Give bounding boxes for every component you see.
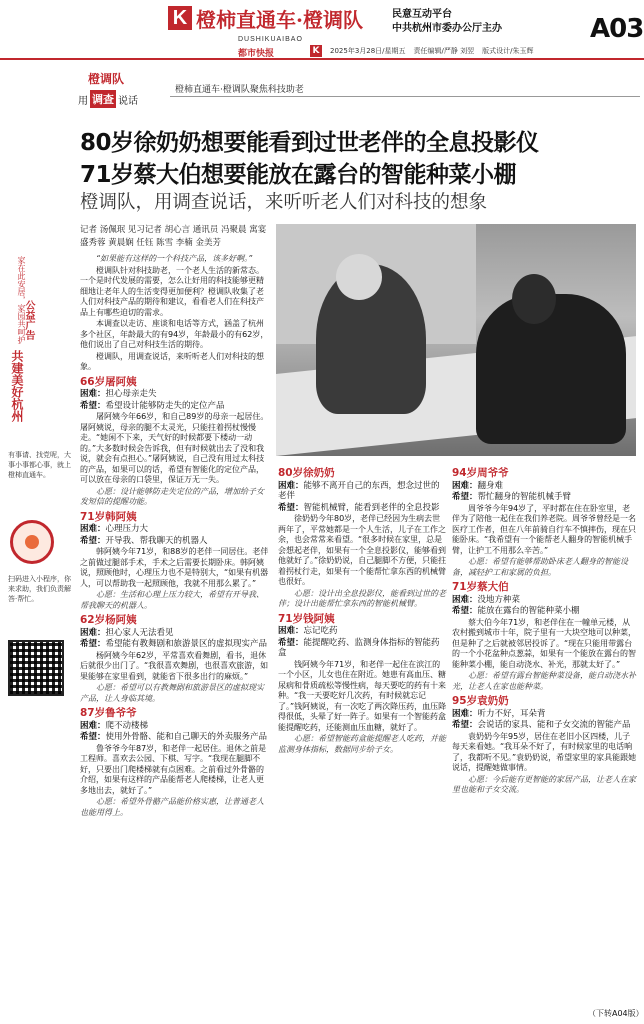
sidebar-ad-3: 共建美好杭州 <box>10 350 24 422</box>
story-note: 心愿：希望外骨骼产品能价格实惠，让普通老人也能用得上。 <box>80 797 264 817</box>
story-hope: 希望：帮忙翻身的智能机械手臂 <box>452 492 572 502</box>
sidebar-qr-text: 扫码进入小程序，你来求助，我们负责解答·帮忙。 <box>8 575 71 603</box>
intro-para: 橙调队，用调查说话，来听听老人们对科技的想象。 <box>80 351 264 371</box>
story-note: 心愿：今后能有更智能的家居产品，让老人在家里也能和子女交流。 <box>452 774 636 794</box>
story-note: 心愿：希望有能够帮助卧床老人翻身的智能设备，减轻护工和家属的负担。 <box>452 557 628 577</box>
story-head: 71岁蔡大伯 <box>452 581 509 593</box>
story-need: 困难：担心家人无法看见 <box>80 627 174 638</box>
section-tagline: 橙柿直通车·橙调队聚焦科技助老 <box>175 85 304 95</box>
slogan-pre: 用 <box>78 95 88 107</box>
column-tag-title: 橙调队 <box>88 72 125 86</box>
intro-para: 本调查以走访、座谈和电话等方式，涵盖了杭州多个社区，年龄最大的有94岁，年龄最小的有62岁，他们说出了自己对科技生活的期待。 <box>80 319 269 349</box>
sidebar-ad-2: 公益广告 <box>23 300 34 340</box>
story-head: 71岁钱阿姨 <box>278 612 335 625</box>
story-note: 心愿：希望智能药盒能提醒老人吃药，并能监测身体指标，数据同步给子女。 <box>278 734 446 754</box>
section-brand: 橙柿直通车·橙调队 <box>196 8 363 32</box>
masthead <box>0 0 644 60</box>
brand-pinyin: DUSHIKUAIBAO <box>238 36 303 43</box>
k-badge-icon: K <box>310 45 322 57</box>
sidebar-ad-1: 家在此安居，家园共呵护 <box>17 256 26 344</box>
cosponsor <box>392 8 502 36</box>
cosponsor-line2: 中共杭州市委办公厅主办 <box>392 23 502 34</box>
story-body: 周爷爷今年94岁了，平时都在住在卧室里，老伴为了陪他一起住在我们养老院。周爷爷曾经是一名医疗工作者，但在八年前骑自行车不慎摔伤，现在只能卧床。“我希望有一个能帮老人翻身的智能机械手臂，让护工不用那么辛苦。” <box>452 503 636 555</box>
story-need: 困难：忘记吃药 <box>278 626 338 636</box>
story-body: 袁奶奶今年95岁，居住在老旧小区四楼，儿子每天来看她。“我耳朵不好了，有时候家里的电话响了，我都听不见。”袁奶奶说，希望家里的家具能跟她说话，提醒她做事情。 <box>452 731 637 772</box>
story-hope: 希望：能放在露台的智能种菜小棚 <box>452 606 580 616</box>
subheadline: 橙调队，用调查说话，来听听老人们对科技的想象 <box>80 192 488 213</box>
story-head: 87岁鲁爷爷 <box>80 707 137 719</box>
story-head: 62岁杨阿姨 <box>80 614 137 626</box>
page-number: A03 <box>590 14 644 44</box>
story-head: 80岁徐奶奶 <box>278 467 335 479</box>
orange-mascot-icon <box>10 520 54 564</box>
sidebar-promo-text: 有事请、找党呢，大事小事都心事，就上橙柿直通车。 <box>8 451 71 479</box>
story-body: 屠阿姨今年66岁，和自己89岁的母亲一起居住。屠阿姨说，母亲的腿不太灵光，只能拄着拐杖慢慢走。“她闲不下来，天气好的时候都要下楼动一动的。”大多数时候会告诉我，但有时候就出去了没和我说，就会有点担心。”屠阿姨说，自己没有用过太科技的产品，如果可以的话，希望有智能化的定位产品，可以放在母亲的口袋里，保证万无一失。 <box>80 412 269 484</box>
story-hope: 希望：使用外骨骼、能和自己聊天的外卖服务产品 <box>80 732 268 742</box>
story-note: 心愿：希望可以有教舞剧和旅游景区的虚拟现实产品，让人身临其境。 <box>80 683 264 703</box>
story-body: 徐奶奶今年80岁，老伴已经因为生病去世两年了，平常她都是一个人生活，儿子在工作之余，也会常常来看望。“很多时候在家里，总是会想起老伴，如果有一个全息投影仪，能够看到他就好了。”徐奶奶说，自己腿脚不方便，只能拄着拐杖行走，如果有一个能帮忙拿东西的机械臂也很好。 <box>278 514 447 586</box>
story-body: 韩阿姨今年71岁，和88岁的老伴一同居住。老伴之前做过腿部手术，手术之后需要长期卧床。韩阿姨说，照顾他时，心理压力也不是特别大，“如果有机器人，可以帮助我一起照顾他，我就不用那么累了。” <box>80 547 269 588</box>
date-bar <box>310 44 560 58</box>
story-need: 困难：爬不动楼梯 <box>80 720 149 731</box>
column-tag-slogan <box>78 90 138 108</box>
slogan-post: 说话 <box>118 95 138 107</box>
story-hope: 希望：智能机械臂，能看到老伴的全息投影 <box>278 502 440 513</box>
story-head: 71岁韩阿姨 <box>80 510 137 523</box>
story-note: 心愿：设计能够防走失定位的产品，增加给子女发短信的提醒功能。 <box>80 486 264 506</box>
issue-date: 2025年3月28日/星期五 <box>330 47 406 55</box>
story-need: 困难：心理压力大 <box>80 524 149 534</box>
brand-newspaper-name: 都市快报 <box>238 49 275 59</box>
column-left <box>80 254 270 1014</box>
story-need: 困难：没地方种菜 <box>452 594 521 605</box>
byline: 记者 汤佩珉 见习记者 胡心言 通讯员 冯聚晨 寓宴 盛秀蓉 黄晨娴 任钰 陈雪 李楠 金美芳 <box>80 225 267 248</box>
story-body: 杨阿姨今年62岁，平常喜欢看舞剧，看书，退休后就很少出门了。“我很喜欢舞剧，也很喜欢旅游，如果能够在家里看到，就能省下很多出行的麻烦。” <box>80 650 269 681</box>
story-need: 困难：担心母亲走失 <box>80 389 157 399</box>
slogan-highlight: 调查 <box>90 90 116 108</box>
intro-para: “如果能有这样的一个科技产品，该多好啊。” <box>96 254 253 263</box>
news-photo <box>276 224 636 456</box>
story-note: 心愿：希望有露台智能种菜设备，能自动浇水补光，让老人在家也能种菜。 <box>452 671 636 691</box>
divider <box>170 96 640 97</box>
story-note: 心愿：生活和心理上压力较大，希望有开导我、帮我聊天的机器人。 <box>80 590 264 610</box>
story-need: 困难：听力不好，耳朵背 <box>452 708 546 719</box>
column-right <box>452 464 638 1004</box>
story-body: 鲁爷爷今年87岁，和老伴一起居住。退休之前是工程师。喜欢去公园、下棋、写字。“我现在腿脚不好，只要出门爬楼梯就有点困难。之前看过外骨骼的介绍，如果有这样的产品能帮老人爬楼梯，让老人更多地出去，就好了。” <box>80 743 267 795</box>
story-hope: 希望：希望设计能够防走失的定位产品 <box>80 400 225 411</box>
story-hope: 希望：开导我、帮我聊天的机器人 <box>80 535 208 546</box>
story-need: 困难：能够不离开自己的东西，想念过世的老伴 <box>278 480 440 501</box>
design-credit: 版式设计/朱玉辉 <box>482 47 534 55</box>
story-head: 94岁周爷爷 <box>452 467 509 479</box>
headline-line1: 80岁徐奶奶想要能看到过世老伴的全息投影仪 <box>80 130 539 156</box>
story-hope: 希望：能提醒吃药、监测身体指标的智能药盒 <box>278 637 440 658</box>
story-head: 66岁屠阿姨 <box>80 375 137 388</box>
story-hope: 希望：会说话的家具、能和子女交流的智能产品 <box>452 720 631 730</box>
story-hope: 希望：希望能有教舞剧和旅游景区的虚拟现实产品 <box>80 639 268 649</box>
column-middle <box>278 464 448 1014</box>
editor-credit: 责任编辑/严静 刘翌 <box>413 47 475 55</box>
story-need: 困难：翻身难 <box>452 480 504 491</box>
column-tag <box>78 70 168 108</box>
story-note: 心愿：设计出全息投影仪，能看到过世的老伴；设计出能帮忙拿东西的智能机械臂。 <box>278 588 446 608</box>
photo-reporter <box>476 294 626 444</box>
story-body: 钱阿姨今年71岁，和老伴一起住在滨江的一个小区，儿女也住在附近。她患有高血压、糖尿病和骨质疏松等慢性病，每天要吃的药有十来种。“我一天要吃好几次药，有时候就忘记了。”钱阿姨说，有一次吃了两次降压药，血压降得很低，头晕了好一阵子。如果有一个智能药盒能提醒吃药，还能测血压血糖，就好了。 <box>278 659 447 732</box>
cosponsor-line1: 民意互动平台 <box>392 9 452 20</box>
story-body: 蔡大伯今年71岁，和老伴住在一幢单元楼，从农村搬到城市十年，院子里有一大块空地可以种菜，但是种了之后就被邻居投诉了。“现在只能用带露台的一个小花盆种点葱蒜，如果有一个能放在露台的智能种菜小棚，能自动浇水、补光，那就太好了。” <box>452 617 636 669</box>
intro-para: 橙调队针对科技助老，一个老人生活的新常态。一个是时代发展的需要，怎么让好用的科技能够更精细地让老年人的生活变得更加便利？橙调队收集了老人们对科技产品的期待和建议，看看老人们在科技产品上有哪些迫切的需求。 <box>80 265 264 317</box>
headline-line2: 71岁蔡大伯想要能放在露台的智能种菜小棚 <box>80 162 517 188</box>
story-head: 95岁袁奶奶 <box>452 695 509 707</box>
qr-code-icon[interactable] <box>8 640 64 696</box>
continued-note: （下转A04版） <box>588 1009 644 1018</box>
newspaper-logo-icon: K <box>168 6 192 30</box>
